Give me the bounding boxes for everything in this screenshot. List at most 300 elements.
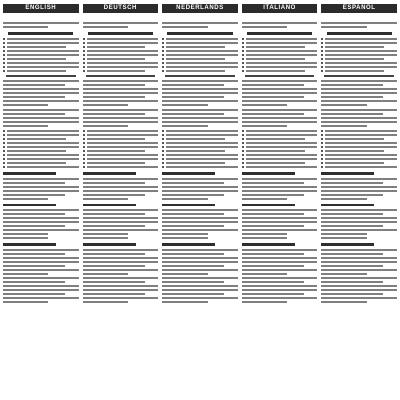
text-line	[242, 109, 318, 111]
text-line	[246, 70, 305, 72]
section-heading	[3, 204, 56, 207]
text-line	[321, 178, 397, 180]
text-line	[242, 237, 287, 239]
body-paragraph	[83, 80, 159, 106]
section-heading	[242, 172, 295, 175]
language-column-3	[242, 4, 318, 400]
list-item	[3, 66, 79, 68]
text-line	[321, 225, 383, 227]
text-line	[87, 166, 159, 168]
list-item	[162, 62, 238, 64]
text-line	[166, 142, 238, 144]
text-line	[3, 233, 48, 235]
text-line	[3, 297, 79, 299]
text-line	[242, 80, 318, 82]
text-line	[162, 297, 238, 299]
text-line	[166, 146, 238, 148]
text-line	[3, 213, 65, 215]
text-line	[321, 117, 397, 119]
list-item	[162, 142, 238, 144]
text-line	[242, 297, 318, 299]
text-line	[87, 46, 146, 48]
body-paragraph	[321, 249, 397, 303]
text-line	[162, 190, 238, 192]
text-line	[3, 229, 79, 231]
text-line	[321, 92, 397, 94]
body-paragraph	[321, 109, 397, 127]
text-line	[325, 58, 384, 60]
instruction-list	[321, 130, 397, 168]
intro-paragraph	[162, 22, 238, 28]
list-item	[83, 162, 159, 164]
text-line	[325, 66, 397, 68]
text-line	[3, 237, 48, 239]
text-line	[325, 42, 397, 44]
list-item	[321, 50, 397, 52]
section-heading	[83, 243, 136, 246]
text-line	[87, 70, 146, 72]
text-line	[242, 289, 318, 291]
instruction-list	[242, 130, 318, 168]
text-line	[83, 297, 159, 299]
text-line	[321, 273, 366, 275]
list-item	[162, 46, 238, 48]
list-item	[321, 154, 397, 156]
body-paragraph	[162, 249, 238, 303]
text-line	[325, 158, 397, 160]
text-line	[242, 96, 304, 98]
text-line	[166, 154, 238, 156]
text-line	[162, 182, 224, 184]
text-line	[83, 249, 159, 251]
list-item	[162, 42, 238, 44]
list-item	[162, 66, 238, 68]
text-line	[83, 285, 159, 287]
text-line	[3, 109, 79, 111]
body-paragraph	[162, 109, 238, 127]
text-line	[3, 84, 65, 86]
list-item	[242, 134, 318, 136]
text-line	[321, 289, 397, 291]
text-line	[166, 134, 238, 136]
text-line	[162, 229, 238, 231]
text-line	[162, 109, 238, 111]
warning-heading	[6, 75, 76, 78]
text-line	[7, 130, 79, 132]
text-line	[166, 50, 238, 52]
list-item	[83, 158, 159, 160]
text-line	[87, 146, 159, 148]
text-line	[3, 113, 65, 115]
text-line	[7, 166, 79, 168]
text-line	[3, 293, 65, 295]
list-item	[162, 58, 238, 60]
text-line	[3, 104, 48, 106]
list-item	[242, 38, 318, 40]
list-item	[83, 154, 159, 156]
text-line	[242, 100, 318, 102]
text-line	[325, 134, 397, 136]
section-heading	[167, 32, 232, 35]
list-item	[83, 66, 159, 68]
section-heading	[321, 204, 374, 207]
text-line	[242, 26, 287, 28]
text-line	[3, 178, 79, 180]
list-item	[162, 134, 238, 136]
text-line	[162, 22, 238, 24]
text-line	[83, 96, 145, 98]
text-line	[162, 96, 224, 98]
text-line	[83, 273, 128, 275]
text-line	[162, 269, 238, 271]
text-line	[321, 285, 397, 287]
list-item	[242, 50, 318, 52]
list-item	[3, 150, 79, 152]
list-item	[321, 134, 397, 136]
text-line	[83, 237, 128, 239]
text-line	[246, 46, 305, 48]
body-paragraph	[3, 209, 79, 239]
section-heading	[3, 243, 56, 246]
text-line	[325, 54, 397, 56]
text-line	[321, 190, 397, 192]
list-item	[3, 54, 79, 56]
list-item	[3, 154, 79, 156]
section-heading	[83, 172, 136, 175]
text-line	[246, 42, 318, 44]
list-item	[83, 166, 159, 168]
text-line	[7, 38, 79, 40]
text-line	[87, 66, 159, 68]
language-column-4	[321, 4, 397, 400]
text-line	[83, 233, 128, 235]
text-line	[162, 237, 207, 239]
text-line	[3, 121, 79, 123]
body-paragraph	[3, 178, 79, 200]
body-paragraph	[3, 80, 79, 106]
list-item	[3, 62, 79, 64]
text-line	[321, 96, 383, 98]
text-line	[83, 281, 145, 283]
text-line	[83, 113, 145, 115]
text-line	[3, 265, 65, 267]
body-paragraph	[83, 249, 159, 303]
text-line	[325, 70, 384, 72]
warning-heading	[86, 75, 156, 78]
text-line	[321, 104, 366, 106]
text-line	[325, 138, 384, 140]
text-line	[325, 142, 397, 144]
list-item	[242, 138, 318, 140]
text-line	[83, 80, 159, 82]
text-line	[166, 38, 238, 40]
text-line	[7, 134, 79, 136]
text-line	[246, 166, 318, 168]
list-item	[83, 50, 159, 52]
text-line	[7, 158, 79, 160]
text-line	[3, 117, 79, 119]
list-item	[83, 138, 159, 140]
text-line	[162, 209, 238, 211]
text-line	[321, 182, 383, 184]
list-item	[242, 42, 318, 44]
text-line	[162, 281, 224, 283]
text-line	[242, 249, 318, 251]
body-paragraph	[3, 249, 79, 303]
body-paragraph	[242, 178, 318, 200]
text-line	[83, 117, 159, 119]
list-item	[242, 66, 318, 68]
text-line	[325, 38, 397, 40]
safety-list	[321, 38, 397, 72]
text-line	[321, 277, 397, 279]
text-line	[7, 154, 79, 156]
body-paragraph	[162, 178, 238, 200]
text-line	[246, 146, 318, 148]
text-line	[3, 194, 65, 196]
list-item	[321, 142, 397, 144]
list-item	[321, 130, 397, 132]
section-heading	[247, 32, 312, 35]
language-column-1	[83, 4, 159, 400]
text-line	[3, 261, 79, 263]
body-paragraph	[321, 80, 397, 106]
model-number	[162, 15, 238, 20]
text-line	[325, 46, 384, 48]
text-line	[3, 190, 79, 192]
text-line	[242, 104, 287, 106]
text-line	[87, 50, 159, 52]
list-item	[242, 166, 318, 168]
list-item	[83, 150, 159, 152]
text-line	[7, 150, 66, 152]
text-line	[3, 273, 48, 275]
text-line	[87, 130, 159, 132]
section-heading	[3, 172, 56, 175]
text-line	[162, 277, 238, 279]
section-heading	[162, 172, 215, 175]
text-line	[162, 186, 238, 188]
list-item	[3, 46, 79, 48]
body-paragraph	[242, 80, 318, 106]
text-line	[246, 134, 318, 136]
text-line	[83, 209, 159, 211]
text-line	[325, 146, 397, 148]
text-line	[325, 150, 384, 152]
list-item	[83, 62, 159, 64]
text-line	[7, 70, 66, 72]
list-item	[83, 42, 159, 44]
body-paragraph	[3, 109, 79, 127]
text-line	[83, 221, 159, 223]
list-item	[162, 54, 238, 56]
body-paragraph	[321, 178, 397, 200]
text-line	[321, 293, 383, 295]
body-paragraph	[162, 80, 238, 106]
text-line	[3, 96, 65, 98]
text-line	[87, 42, 159, 44]
model-number	[242, 15, 318, 20]
text-line	[7, 46, 66, 48]
list-item	[3, 42, 79, 44]
list-item	[242, 142, 318, 144]
list-item	[3, 50, 79, 52]
list-item	[162, 154, 238, 156]
text-line	[166, 42, 238, 44]
body-paragraph	[321, 209, 397, 239]
text-line	[162, 194, 224, 196]
section-heading	[162, 243, 215, 246]
list-item	[321, 166, 397, 168]
text-line	[3, 225, 65, 227]
text-line	[321, 198, 366, 200]
text-line	[83, 186, 159, 188]
text-line	[321, 194, 383, 196]
list-item	[83, 134, 159, 136]
list-item	[321, 66, 397, 68]
text-line	[162, 88, 238, 90]
text-line	[321, 186, 397, 188]
text-line	[242, 301, 287, 303]
text-line	[246, 154, 318, 156]
text-line	[321, 88, 397, 90]
section-heading	[321, 243, 374, 246]
list-item	[162, 158, 238, 160]
text-line	[325, 50, 397, 52]
list-item	[83, 142, 159, 144]
list-item	[321, 138, 397, 140]
text-line	[3, 100, 79, 102]
text-line	[321, 301, 366, 303]
text-line	[87, 134, 159, 136]
model-number	[321, 15, 397, 20]
text-line	[321, 281, 383, 283]
text-line	[321, 233, 366, 235]
body-paragraph	[83, 109, 159, 127]
safety-list	[242, 38, 318, 72]
text-line	[166, 130, 238, 132]
text-line	[242, 213, 304, 215]
text-line	[7, 58, 66, 60]
text-line	[242, 261, 318, 263]
text-line	[166, 138, 225, 140]
section-heading	[242, 243, 295, 246]
text-line	[3, 289, 79, 291]
body-paragraph	[242, 109, 318, 127]
text-line	[242, 265, 304, 267]
text-line	[3, 209, 79, 211]
list-item	[242, 150, 318, 152]
text-line	[3, 182, 65, 184]
text-line	[3, 26, 48, 28]
text-line	[83, 84, 145, 86]
text-line	[321, 213, 383, 215]
text-line	[166, 150, 225, 152]
language-header: ESPAÑOL	[321, 4, 397, 13]
list-item	[162, 38, 238, 40]
section-heading	[242, 204, 295, 207]
text-line	[242, 293, 304, 295]
list-item	[242, 130, 318, 132]
text-line	[7, 42, 79, 44]
text-line	[83, 100, 159, 102]
text-line	[87, 58, 146, 60]
list-item	[321, 150, 397, 152]
list-item	[83, 38, 159, 40]
safety-list	[162, 38, 238, 72]
text-line	[83, 178, 159, 180]
text-line	[162, 125, 207, 127]
text-line	[242, 186, 318, 188]
text-line	[3, 92, 79, 94]
section-heading	[327, 32, 392, 35]
text-line	[83, 261, 159, 263]
text-line	[83, 229, 159, 231]
text-line	[246, 58, 305, 60]
text-line	[83, 213, 145, 215]
intro-paragraph	[83, 22, 159, 28]
text-line	[7, 54, 79, 56]
text-line	[3, 221, 79, 223]
text-line	[242, 233, 287, 235]
text-line	[242, 273, 287, 275]
text-line	[321, 249, 397, 251]
text-line	[162, 92, 238, 94]
text-line	[162, 121, 238, 123]
text-line	[166, 162, 225, 164]
language-header: ITALIANO	[242, 4, 318, 13]
instruction-list	[3, 130, 79, 168]
text-line	[242, 88, 318, 90]
text-line	[246, 162, 305, 164]
list-item	[3, 130, 79, 132]
text-line	[321, 221, 397, 223]
text-line	[166, 166, 238, 168]
text-line	[325, 62, 397, 64]
warning-heading	[245, 75, 315, 78]
text-line	[162, 26, 207, 28]
text-line	[7, 50, 79, 52]
text-line	[242, 269, 318, 271]
text-line	[321, 257, 397, 259]
list-item	[3, 146, 79, 148]
text-line	[162, 221, 238, 223]
text-line	[162, 261, 238, 263]
list-item	[321, 54, 397, 56]
text-line	[162, 100, 238, 102]
text-line	[246, 142, 318, 144]
text-line	[162, 233, 207, 235]
text-line	[162, 198, 207, 200]
text-line	[87, 154, 159, 156]
language-column-0	[3, 4, 79, 400]
list-item	[162, 150, 238, 152]
text-line	[321, 297, 397, 299]
list-item	[83, 130, 159, 132]
section-heading	[321, 172, 374, 175]
text-line	[325, 154, 397, 156]
list-item	[3, 38, 79, 40]
text-line	[242, 190, 318, 192]
list-item	[162, 146, 238, 148]
text-line	[3, 88, 79, 90]
text-line	[321, 125, 366, 127]
text-line	[3, 277, 79, 279]
list-item	[162, 50, 238, 52]
text-line	[242, 182, 304, 184]
section-heading	[83, 204, 136, 207]
text-line	[3, 269, 79, 271]
